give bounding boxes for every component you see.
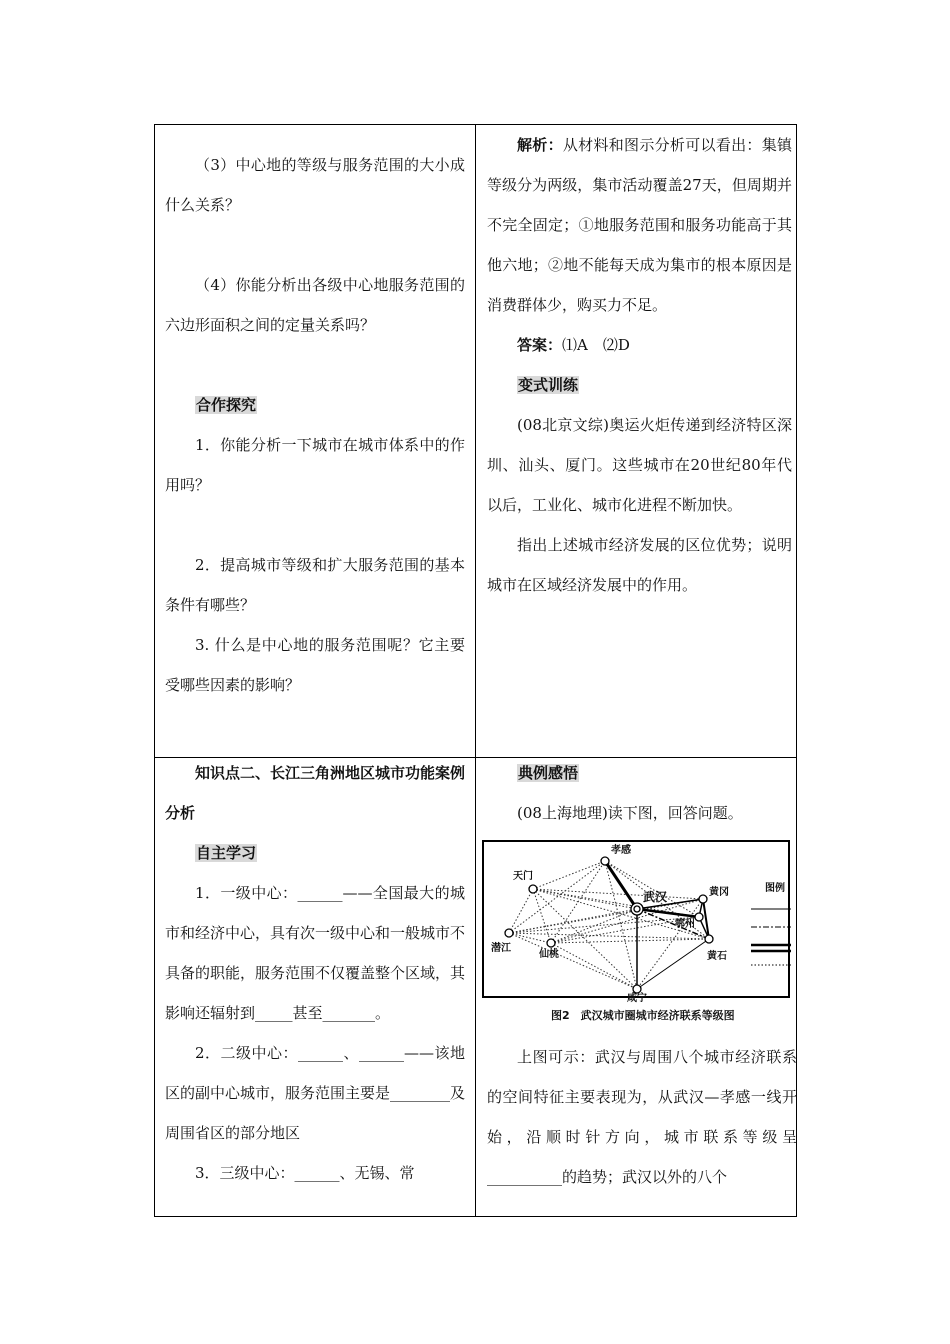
cell-bottom-left [165, 753, 465, 1193]
knowledge-point-title: 知识点二、长江三角洲地区城市功能案例分析 [165, 764, 466, 822]
study-item-1: 1．一级中心：______——全国最大的城市和经济中心，具有次一级中心和一般城市不具备的职能，服务范围不仅覆盖整个区域，其影响还辐射到_____甚至_______。 [165, 884, 466, 1022]
study-item-3: 3．三级中心：______、无锡、常 [195, 1164, 415, 1182]
self-study-label: 自主学习 [196, 844, 257, 862]
analysis-label: 解析： [517, 136, 563, 154]
variant-title-label: 变式训练 [518, 376, 579, 394]
variant-paragraph-2: 指出上述城市经济发展的区位优势；说明城市在区域经济发展中的作用。 [487, 536, 792, 594]
city-label-xiantao: 仙桃 [539, 949, 559, 960]
city-label-huanggang: 黄冈 [709, 887, 729, 898]
city-label-xiaogan: 孝感 [611, 845, 631, 856]
content-table [154, 124, 797, 1217]
study-item-2: 2．二级中心：______、______——该地区的副中心城市，服务范围主要是________及周围省区的部分地区 [165, 1044, 466, 1142]
section-title-cooperation [165, 385, 465, 425]
city-label-qianjiang: 潜江 [491, 943, 511, 954]
network-diagram [481, 839, 791, 1009]
cell-top-right [487, 125, 792, 605]
analysis-text: 从材料和图示分析可以看出：集镇等级分为两级，集市活动覆盖27天，但周期并不完全固定；①地服务范围和服务功能高于其他六地；②地不能每天成为集市的根本原因是消费群体少，购买力不足。 [487, 136, 792, 314]
example-title-label: 典例感悟 [518, 764, 579, 782]
city-label-ezhou: 鄂州 [675, 919, 695, 930]
city-label-tianmen: 天门 [513, 871, 533, 882]
question-3: （3）中心地的等级与服务范围的大小成什么关系？ [165, 156, 465, 214]
variant-title [487, 365, 792, 405]
city-label-xianning: 咸宁 [627, 993, 647, 1004]
answer-text: ⑴A ⑵D [562, 336, 630, 354]
cell-bottom-right [487, 753, 797, 1197]
variant-paragraph-1: (08北京文综)奥运火炬传递到经济特区深圳、汕头、厦门。这些城市在20世纪80年代以后，工业化、城市化进程不断加快。 [487, 416, 792, 514]
example-intro: (08上海地理)读下图，回答问题。 [517, 804, 743, 822]
coop-item-2: 2．提高城市等级和扩大服务范围的基本条件有哪些？ [165, 556, 465, 614]
cell-top-left [165, 145, 465, 705]
example-title [487, 753, 797, 793]
coop-item-3: 3. 什么是中心地的服务范围呢？它主要受哪些因素的影响？ [165, 636, 465, 694]
answer-paragraph [487, 325, 792, 365]
answer-label: 答案： [517, 336, 563, 354]
figure-caption: 图2 武汉城市圈城市经济联系等级图 [551, 1009, 735, 1022]
city-label-wuhan: 武汉 [643, 890, 668, 904]
self-study-title [165, 833, 465, 873]
wuhan-city-circle-figure [481, 839, 791, 1039]
coop-item-1: 1．你能分析一下城市在城市体系中的作用吗？ [165, 436, 465, 494]
section-title-label: 合作探究 [196, 396, 257, 414]
question-4: （4）你能分析出各级中心地服务范围的六边形面积之间的定量关系吗？ [165, 276, 465, 334]
figure-analysis-paragraph: 上图可示：武汉与周围八个城市经济联系的空间特征主要表现为，从武汉—孝感一线开始，沿顺时针方向，城市联系等级呈__________的趋势；武汉以外的八个 [487, 1048, 797, 1186]
legend-title: 图例 [765, 883, 785, 894]
column-divider [475, 125, 476, 1216]
analysis-paragraph [487, 125, 792, 325]
city-label-huangshi: 黄石 [707, 951, 727, 962]
